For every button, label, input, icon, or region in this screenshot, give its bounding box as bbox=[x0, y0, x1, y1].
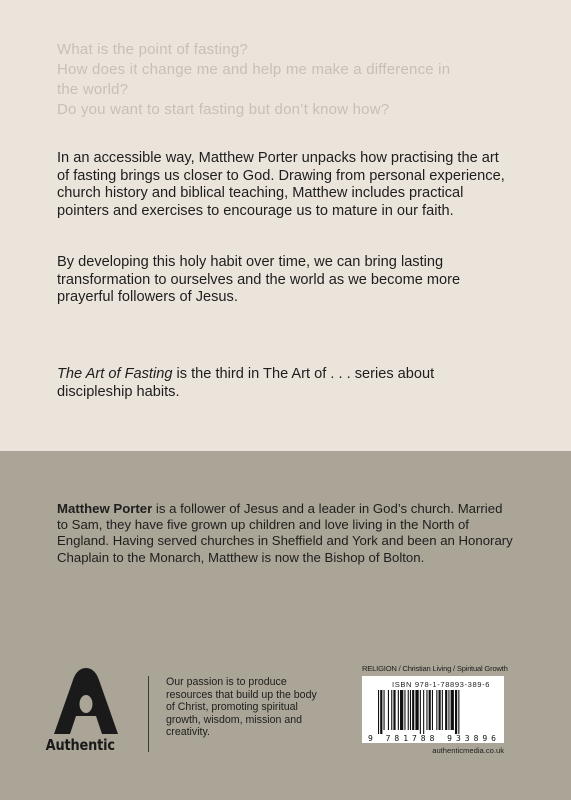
barcode-bar bbox=[404, 690, 405, 730]
category-label: RELIGION / Christian Living / Spiritual Growth bbox=[362, 664, 508, 673]
barcode-bar bbox=[426, 690, 427, 730]
description-paragraph-2: By developing this holy habit over time, we can bring lasting transformation to ourselves and the world as we become more prayerful followers of Jesus. bbox=[57, 254, 461, 305]
series-note bbox=[57, 366, 509, 401]
barcode-bar bbox=[393, 690, 395, 730]
book-title: The Art of Fasting bbox=[57, 366, 173, 382]
barcode-bar bbox=[415, 690, 418, 730]
series-note-text: is the third in The Art of . . . series about discipleship habits. bbox=[57, 366, 435, 400]
description-paragraph-1: In an accessible way, Matthew Porter unpacks how practising the art of fasting brings us closer to God. Drawing from personal experience, church history and biblical teaching, Matthew includes practical pointers and exercises to encourage us to mature in our faith. bbox=[57, 150, 505, 219]
barcode-bar bbox=[439, 690, 441, 730]
barcode-bar bbox=[458, 690, 459, 734]
barcode-bar bbox=[448, 690, 449, 730]
barcode-bar bbox=[391, 690, 392, 730]
author-bio-text: is a follower of Jesus and a leader in God’s church. Married to Sam, they have five grown up children and love living in the North of England. Having served churches in Sheffield and York and been an Honorary Chaplain to the Monarch, Matthew is now the Bishop of Bolton. bbox=[57, 501, 513, 565]
barcode-digits: 9 781788 933896 bbox=[368, 734, 496, 742]
author-bio bbox=[57, 501, 513, 566]
barcode-bar bbox=[380, 690, 382, 734]
divider bbox=[148, 676, 149, 752]
isbn-label: ISBN 978-1-78893-389-6 bbox=[392, 680, 491, 689]
barcode-bar bbox=[410, 690, 411, 730]
publisher-name: Authentic bbox=[45, 736, 115, 754]
barcode-bar bbox=[436, 690, 437, 730]
question-list bbox=[57, 40, 527, 120]
barcode-bar bbox=[445, 690, 447, 730]
question-2-cont: the world? bbox=[57, 81, 129, 98]
barcode-bar bbox=[412, 690, 414, 730]
question-1: What is the point of fasting? bbox=[57, 41, 248, 58]
barcode-bar bbox=[398, 690, 399, 730]
barcode-bar bbox=[408, 690, 409, 730]
barcode-bar bbox=[429, 690, 431, 730]
barcode-bar bbox=[451, 690, 454, 730]
publisher-website: authenticmedia.co.uk bbox=[432, 746, 504, 755]
question-3: Do you want to start fasting but don’t know how? bbox=[57, 101, 390, 118]
barcode-bar bbox=[388, 690, 389, 730]
barcode-box bbox=[362, 676, 504, 743]
barcode-area bbox=[362, 664, 508, 755]
barcode-bar bbox=[400, 690, 403, 730]
barcode-bar bbox=[384, 690, 385, 730]
author-name: Matthew Porter bbox=[57, 501, 153, 516]
barcode-bar bbox=[420, 690, 421, 734]
barcode-bar bbox=[423, 690, 424, 734]
question-2: How does it change me and help me make a difference in bbox=[57, 61, 451, 78]
barcode-bar bbox=[442, 690, 443, 730]
barcode-bar bbox=[432, 690, 433, 730]
barcode-bar bbox=[455, 690, 457, 734]
publisher-passion: Our passion is to produce resources that build up the body of Christ, promoting spiritual growth, wisdom, mission and creativity. bbox=[166, 676, 317, 739]
barcode-icon bbox=[366, 690, 500, 742]
barcode-bar bbox=[378, 690, 379, 734]
